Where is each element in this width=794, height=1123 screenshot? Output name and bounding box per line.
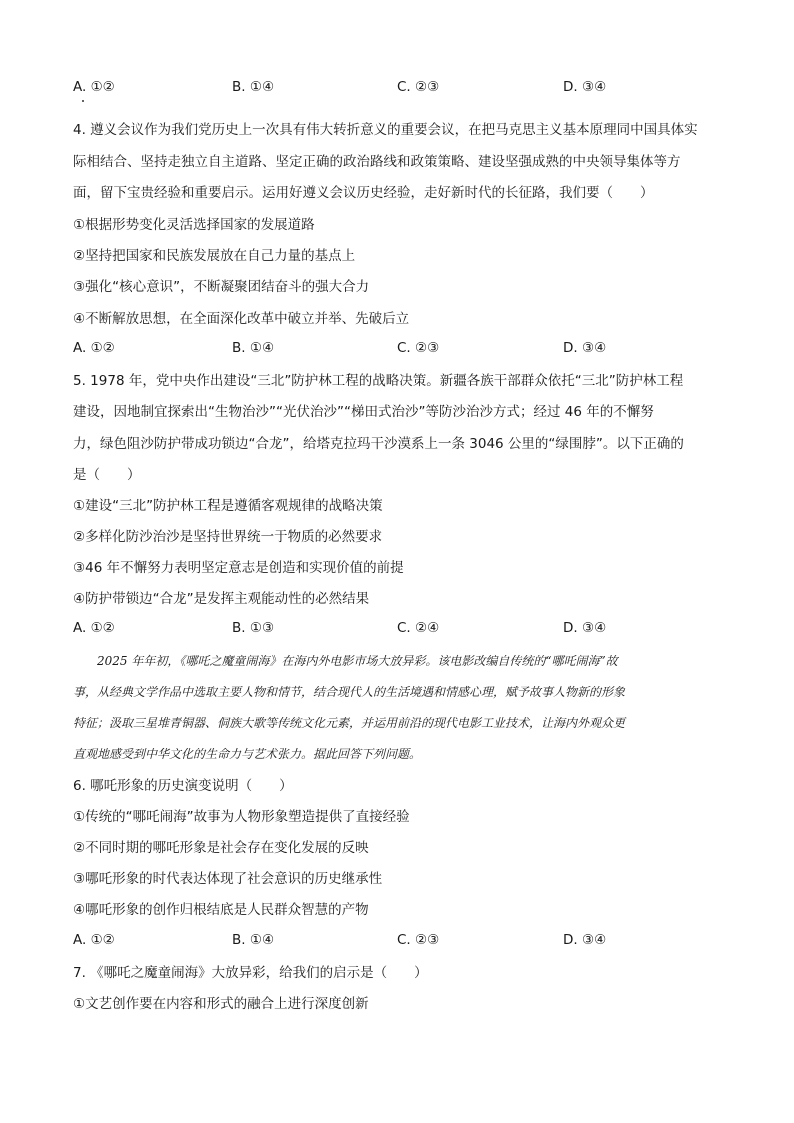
q5-stem-line-2: 建设，因地制宜探索出“生物治沙”“光伏治沙”“梯田式治沙”等防沙治沙方式；经过 46 年的不懈努: [73, 404, 654, 420]
q5-item-1: ①建设“三北”防护林工程是遵循客观规律的战略决策: [73, 498, 383, 514]
q4-option-b[interactable]: B. ①④: [232, 340, 275, 356]
q3-option-a[interactable]: A. ①②: [73, 79, 115, 95]
q7-stem: 7. 《哪吒之魔童闹海》大放异彩，给我们的启示是（ ）: [73, 965, 428, 981]
q6-option-a[interactable]: A. ①②: [73, 932, 115, 948]
material-line-4: 直观地感受到中华文化的生命力与艺术张力。据此回答下列问题。: [73, 747, 422, 761]
stray-dot: [82, 100, 84, 102]
material-line-1: 2025 年年初，《哪吒之魔童闹海》在海内外电影市场大放异彩。该电影改编自传统的“哪吒闹海”故: [73, 654, 618, 668]
q5-item-4: ④防护带锁边“合龙”是发挥主观能动性的必然结果: [73, 591, 370, 607]
q4-item-4: ④不断解放思想，在全面深化改革中破立并举、先破后立: [73, 311, 410, 327]
q6-item-1: ①传统的“哪吒闹海”故事为人物形象塑造提供了直接经验: [73, 809, 410, 825]
q3-option-b[interactable]: B. ①④: [232, 79, 275, 95]
q4-stem-line-1: 4. 遵义会议作为我们党历史上一次具有伟大转折意义的重要会议，在把马克思主义基本原理同中国具体实: [73, 122, 698, 138]
q5-stem-line-4: 是（ ）: [73, 467, 141, 483]
q3-options: [73, 79, 733, 99]
q4-stem-line-3: 面，留下宝贵经验和重要启示。运用好遵义会议历史经验，走好新时代的长征路，我们要（ ）: [73, 185, 654, 201]
q5-item-3: ③46 年不懈努力表明坚定意志是创造和实现价值的前提: [73, 560, 404, 576]
material-line-3: 特征；汲取三星堆青铜器、侗族大歌等传统文化元素，并运用前沿的现代电影工业技术，让海内外观众更: [73, 716, 626, 730]
q5-option-b[interactable]: B. ①③: [232, 620, 275, 636]
q4-stem-line-2: 际相结合、坚持走独立自主道路、坚定正确的政治路线和政策策略、建设坚强成熟的中央领导集体等方: [73, 154, 681, 170]
q6-option-c[interactable]: C. ②③: [397, 932, 440, 948]
q5-option-d[interactable]: D. ③④: [563, 620, 607, 636]
material-line-2: 事，从经典文学作品中选取主要人物和情节，结合现代人的生活境遇和情感心理，赋予故事人物新的形象: [73, 685, 626, 699]
q7-item-1: ①文艺创作要在内容和形式的融合上进行深度创新: [73, 996, 369, 1012]
q5-option-c[interactable]: C. ②④: [397, 620, 440, 636]
q6-stem: 6. 哪吒形象的历史演变说明（ ）: [73, 778, 293, 794]
q5-stem-line-3: 力，绿色阻沙防护带成功锁边“合龙”，给塔克拉玛干沙漠系上一条 3046 公里的“绿围脖”。以下正确的: [73, 436, 684, 452]
q4-item-1: ①根据形势变化灵活选择国家的发展道路: [73, 217, 315, 233]
q6-option-b[interactable]: B. ①④: [232, 932, 275, 948]
q6-item-4: ④哪吒形象的创作归根结底是人民群众智慧的产物: [73, 902, 369, 918]
q6-item-2: ②不同时期的哪吒形象是社会存在变化发展的反映: [73, 840, 369, 856]
q4-item-2: ②坚持把国家和民族发展放在自己力量的基点上: [73, 248, 356, 264]
q4-options: [73, 340, 733, 360]
q4-item-3: ③强化“核心意识”，不断凝聚团结奋斗的强大合力: [73, 279, 370, 295]
q5-item-2: ②多样化防沙治沙是坚持世界统一于物质的必然要求: [73, 529, 383, 545]
q5-options: [73, 620, 733, 640]
q5-option-a[interactable]: A. ①②: [73, 620, 115, 636]
q4-option-c[interactable]: C. ②③: [397, 340, 440, 356]
q4-option-a[interactable]: A. ①②: [73, 340, 115, 356]
q4-option-d[interactable]: D. ③④: [563, 340, 607, 356]
q6-options: [73, 932, 733, 952]
q6-item-3: ③哪吒形象的时代表达体现了社会意识的历史继承性: [73, 871, 383, 887]
q3-option-d[interactable]: D. ③④: [563, 79, 607, 95]
q6-option-d[interactable]: D. ③④: [563, 932, 607, 948]
q3-option-c[interactable]: C. ②③: [397, 79, 440, 95]
q5-stem-line-1: 5. 1978 年，党中央作出建设“三北”防护林工程的战略决策。新疆各族干部群众依托“三北”防护林工程: [73, 373, 684, 389]
